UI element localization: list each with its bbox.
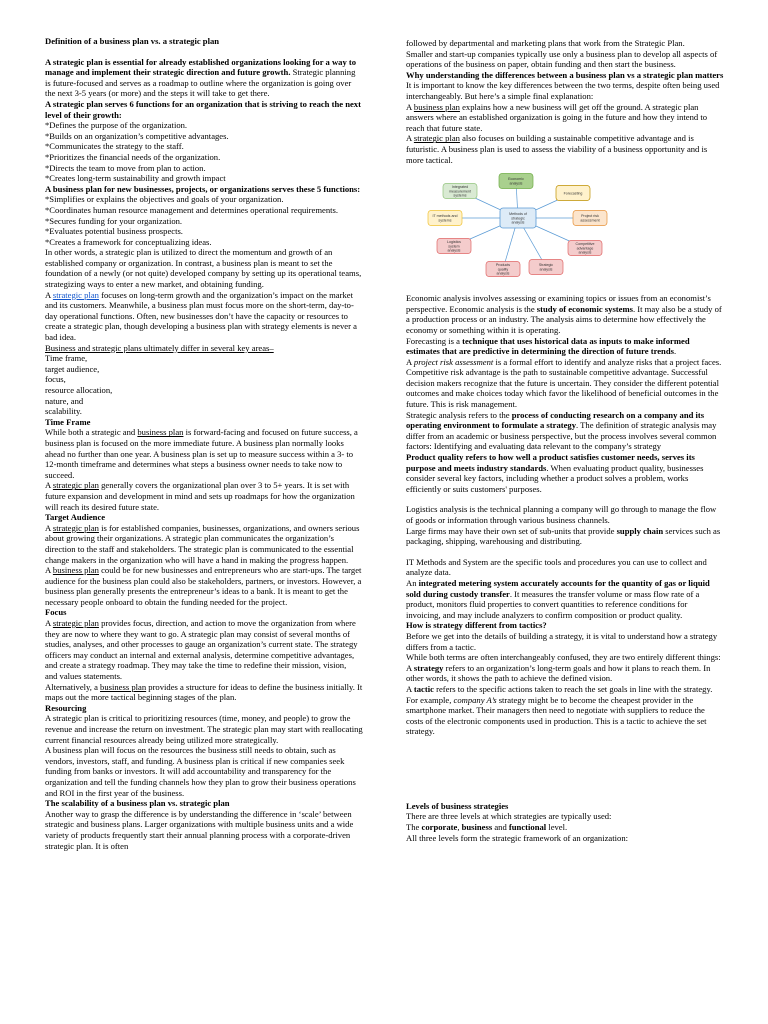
paragraph-large-firms: Large firms may have their own set of sub-units that provide supply chain services such as packaging, shipping, warehousing and distributing. bbox=[406, 525, 721, 547]
paragraph-metering-system: An integrated metering system accurately accounts for the quantity of gas or liquid sold during custody transfer. It measures the transfer volume or mass flow rate of a product, monitors fluid properties to convert quantities to reference conditions for invoicing, and may include analyzers to confirm composition or product quality. bbox=[406, 577, 710, 620]
list-item: nature, and bbox=[45, 395, 84, 406]
paragraph-corporate-business-functional: The corporate, business and functional level. bbox=[406, 822, 568, 833]
paragraph-audience-1: A strategic plan is for established companies, businesses, organizations, and owners serious about growing their organizations. A strategic plan communicates the organization’s direction to the staff and stakeholders. The strategic plan is communicated to the essential change makers in the organization who will have a hand in making the progress happen. bbox=[45, 522, 360, 565]
list-item: *Creates a framework for conceptualizing ideas. bbox=[45, 236, 212, 247]
paragraph-strategic-plan-essential: A strategic plan is essential for already established organizations looking for a way to manage and implement their strategic direction and future growth. Strategic planning is future-focused and serves as a roadmap to outline where the organization is going over the next 3-5 years (or more) and the steps it will take to get there. bbox=[45, 56, 357, 99]
paragraph-resourcing-2: A business plan will focus on the resources the business still needs to obtain, such as vendors, investors, staff, and funding. A business plan is critical if new companies seek funding from banks or investors. It will add accountability and transparency for the organization and tell the funding channels how they plan to grow their business operations and ROI in the first year of the business. bbox=[45, 745, 356, 798]
diagram-node-label: Integrated measurement systems bbox=[449, 185, 471, 198]
paragraph-project-risk: A project risk assessment is a formal effort to identify and analyze risks that a project faces. bbox=[406, 356, 722, 367]
list-item: Time frame, bbox=[45, 353, 88, 364]
paragraph-forecasting: Forecasting is a technique that uses historical data as inputs to make informed estimates that are predictive in determining the direction of future trends. bbox=[406, 335, 690, 357]
list-item: *Defines the purpose of the organization. bbox=[45, 120, 188, 131]
paragraph-focus-1: A strategic plan provides focus, direction, and action to move the organization from where they are now to where they want to go. A strategic plan may consist of several months of studies, analyses, and other processes to gauge an organization’s current state. The strategy officers may conduct an internal and external analysis, determine competitive advantages, and create a strategy roadmap. They may take the time to redefine their mission, vision, bbox=[45, 618, 358, 671]
list-item: focus, bbox=[45, 374, 66, 385]
paragraph-interchangeably: While both terms are often interchangeably confused, they are two entirely different things: bbox=[406, 652, 721, 663]
diagram-svg bbox=[418, 171, 618, 283]
diagram-node-label: Project risk assessment bbox=[580, 214, 600, 223]
paragraph-example-company: For example, company A’s strategy might be to become the cheapest provider in the smartphone market. Their managers then need to negotiate with suppliers to reduce the costs of the electronic components used in production. This is a tactic to achieve the set strategy. bbox=[406, 694, 707, 737]
document-title: Definition of a business plan vs. a strategic plan bbox=[45, 36, 220, 46]
diagram-node-label: Products quality analysis bbox=[495, 263, 511, 276]
heading-focus: Focus bbox=[45, 607, 67, 618]
list-item: *Directs the team to move from plan to action. bbox=[45, 162, 206, 173]
five-functions-heading: A business plan for new businesses, projects, or organizations serves these 5 functions: bbox=[45, 183, 361, 194]
paragraph-followed-by: followed by departmental and marketing plans that work from the Strategic Plan. bbox=[406, 38, 685, 48]
list-item: *Secures funding for your organization. bbox=[45, 215, 183, 226]
six-functions-heading: A strategic plan serves 6 functions for an organization that is striving to reach the next level of their growth: bbox=[45, 98, 361, 120]
heading-why-understanding: Why understanding the differences between a business plan vs a strategic plan matters bbox=[406, 69, 724, 80]
heading-scalability: The scalability of a business plan vs. strategic plan bbox=[45, 798, 230, 809]
heading-strategy-vs-tactics: How is strategy different from tactics? bbox=[406, 620, 547, 631]
paragraph-before-details: Before we get into the details of building a strategy, it is vital to understand how a strategy differs from a tactic. bbox=[406, 630, 718, 652]
left-column bbox=[45, 36, 363, 851]
list-item: *Coordinates human resource management and determines operational requirements. bbox=[45, 204, 339, 215]
paragraph-key-differences: It is important to know the key differences between the two terms, despite often being used interchangeably. But here’s a simple final explanation: bbox=[406, 80, 720, 101]
list-item: *Creates long-term sustainability and growth impact bbox=[45, 173, 226, 184]
paragraph-strategic-framework: All three levels form the strategic framework of an organization: bbox=[406, 832, 629, 843]
paragraph-strategic-analysis: Strategic analysis refers to the process of conducting research on a company and its operating environment to formulate a strategy. The definition of strategic analysis may differ from an academic or business perspective, but the process involves several common factors: Identifying and evaluating data relevant to the company’s strategy bbox=[406, 409, 717, 452]
paragraph-tactic-definition: A tactic refers to the specific actions taken to reach the set goals in line with the strategy. bbox=[406, 683, 713, 694]
strategic-plan-link[interactable]: strategic plan bbox=[52, 289, 99, 300]
right-column bbox=[406, 38, 724, 843]
paragraph-smaller-startups: Smaller and start-up companies typically use only a business plan to develop all aspects of operations of the business on paper, obtain funding and then start the business. bbox=[406, 48, 718, 70]
differ-line: Business and strategic plans ultimately differ in several key areas– bbox=[45, 342, 274, 353]
paragraph-product-quality: Product quality refers to how well a product satisfies customer needs, serves its purpose and meets industry standards. When evaluating product quality, businesses consider several key factors, including whether a product solves a problem, works efficiently or suits customers' purposes. bbox=[406, 452, 704, 494]
paragraph-scalability-1: Another way to grasp the difference is by understanding the difference in ‘scale’ between strategic and business plans. Larger organizations with multiple business units and a wide variety of products frequently start their annual planning process with a corporate-driven strategic plan. It is often bbox=[45, 808, 354, 851]
six-functions-list bbox=[45, 120, 363, 184]
list-item: *Simplifies or explains the objectives and goals of your organization. bbox=[45, 194, 284, 205]
paragraph-in-other-words: In other words, a strategic plan is utilized to direct the momentum and growth of an established company or organization. In contrast, a business plan is meant to set the foundation of a newly (or not quite) developed company by setting up its operational teams, strategizing ways to enter a new market, and obtaining funding. bbox=[45, 247, 362, 290]
paragraph-resourcing-1: A strategic plan is critical to prioritizing resources (time, money, and people) to grow the revenue and increase the return on investment. The strategic plan may start with reallocating current financial resources already being utilized more strategically. bbox=[45, 713, 363, 745]
diagram-center-label: Methods of strategic analysis bbox=[509, 212, 527, 225]
paragraph-time-frame-2: A strategic plan generally covers the organizational plan over 3 to 5+ years. It is set with future expansion and development in mind and sets up roadmaps for how the organization will reach its desired future state. bbox=[45, 480, 355, 512]
diagram-node-label: IT methods and systems bbox=[432, 214, 458, 223]
paragraph-it-methods: IT Methods and System are the specific tools and procedures you can use to collect and analyze data. bbox=[406, 556, 707, 578]
list-item: target audience, bbox=[45, 363, 100, 374]
differ-list bbox=[45, 353, 363, 417]
paragraph-strategic-plan-futuristic: A strategic plan also focuses on building a sustainable competitive advantage and is futuristic. A business plan is used to assess the viability of a business opportunity and is more tactical. bbox=[406, 133, 708, 165]
list-item: *Communicates the strategy to the staff. bbox=[45, 141, 184, 152]
list-item: scalability. bbox=[45, 406, 82, 417]
paragraph-competitive-risk: Competitive risk advantage is the path to sustainable competitive advantage. Successful decision makers recognize that the future is uncertain. They consider the different potential outcomes and make choices today which favor the likelihood of beneficial outcomes in the future. This is risk management. bbox=[406, 367, 720, 410]
heading-target-audience: Target Audience bbox=[45, 512, 106, 523]
paragraph-economic-analysis: Economic analysis involves assessing or examining topics or issues from an economist’s perspective. Economic analysis is the study of economic systems. It may also be a study of a production process or an industry. The analysis aims to determine how effectively the economy or something within it is operating. bbox=[406, 293, 722, 335]
paragraph-audience-2: A business plan could be for new businesses and entrepreneurs who are start-ups. The target audience for the business plan could also be stakeholders, partners, or investors. However, a business plan generally presents the entrepreneur’s ideas to a bank. It is meant to get the necessary people onboard to obtain the funding needed for the project. bbox=[45, 565, 362, 607]
list-item: resource allocation, bbox=[45, 385, 113, 395]
list-item: *Evaluates potential business prospects. bbox=[45, 226, 183, 237]
paragraph-strategic-plan-focus: A strategic plan focuses on long-term growth and the organization’s impact on the market and its customers. Meanwhile, a business plan must focus more on the short-term, day-to-day operational functions. Often, new businesses don’t have the capacity or resources to create a strategic plan, though developing a business plan with strategy elements is never a bad idea. bbox=[45, 289, 357, 343]
paragraph-business-plan-explains: A business plan explains how a new business will get off the ground. A strategic plan answers where an established organization is going in the future and how they intend to reach that future state. bbox=[406, 101, 708, 133]
diagram-node-label: Forecasting bbox=[563, 191, 583, 196]
paragraph-strategy-definition: A strategy refers to an organization’s long-term goals and how it plans to reach them. In other words, it shows the path to achieve the defined vision. bbox=[406, 662, 711, 684]
five-functions-list bbox=[45, 194, 363, 247]
paragraph-three-levels: There are three levels at which strategies are typically used: bbox=[406, 811, 612, 822]
heading-time-frame: Time Frame bbox=[45, 416, 91, 427]
list-item: *Builds on an organization’s competitive advantages. bbox=[45, 130, 229, 141]
diagram-node-label: Economic analysis bbox=[508, 177, 524, 186]
diagram-node-label: Logistics system analysis bbox=[447, 240, 461, 253]
list-item: *Prioritizes the financial needs of the organization. bbox=[45, 151, 221, 162]
diagram-node-label: Competitive advantage analysis bbox=[575, 242, 595, 255]
diagram-node-label: Strategic analysis bbox=[538, 263, 554, 272]
paragraph-logistics: Logistics analysis is the technical planning a company will go through to manage the flow of goods or information through various business channels. bbox=[406, 504, 717, 525]
paragraph-focus-2: Alternatively, a business plan provides a structure for ideas to define the business initially. It maps out the more tactical beginning stages of the plan. bbox=[45, 681, 363, 703]
heading-levels-of-strategies: Levels of business strategies bbox=[406, 800, 509, 811]
strategic-analysis-diagram bbox=[418, 171, 618, 283]
heading-resourcing: Resourcing bbox=[45, 702, 87, 713]
paragraph-focus-1-end: and values statements. bbox=[45, 671, 123, 682]
paragraph-time-frame-1: While both a strategic and business plan is forward-facing and focused on future success, a business plan is focused on the more immediate future. A business plan normally looks ahead no further than one year. A business plan is set up to measure success within a 3- to 12-month timeframe and determines what steps a business owner needs to take now to succeed. bbox=[45, 427, 358, 480]
